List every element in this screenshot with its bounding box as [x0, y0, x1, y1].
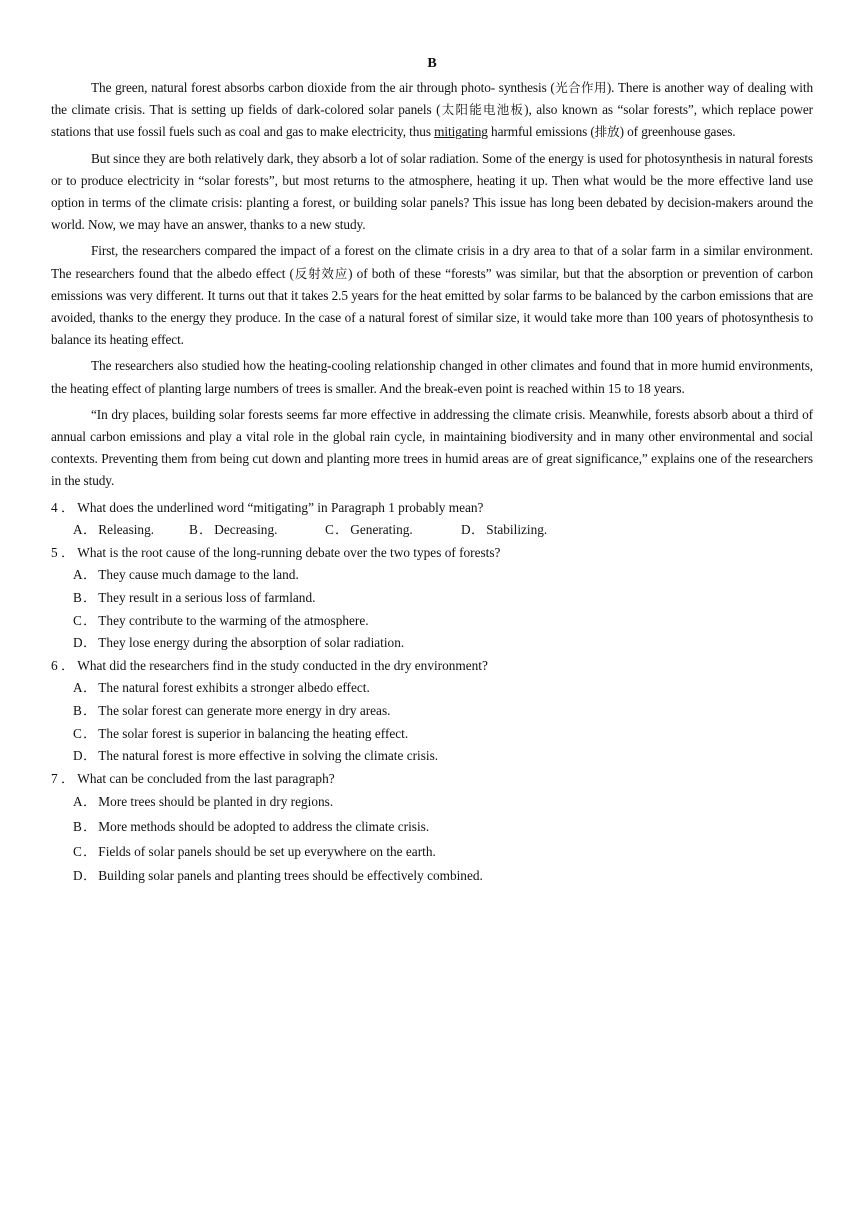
option-a[interactable] — [73, 519, 189, 542]
question-stem — [51, 542, 813, 565]
option-d[interactable] — [73, 748, 438, 763]
option-letter: D — [73, 635, 83, 651]
document-page — [51, 55, 813, 889]
question-number: 7 — [51, 770, 58, 786]
option-b[interactable] — [73, 819, 429, 834]
option-letter: D — [73, 868, 83, 884]
option-text: The solar forest is superior in balancing the heating effect. — [98, 725, 409, 741]
question-stem — [51, 655, 813, 678]
question-separator: ． — [61, 499, 75, 515]
option-text: More methods should be adopted to address the climate crisis. — [98, 818, 430, 834]
question-5 — [51, 542, 813, 655]
option-row — [51, 519, 813, 542]
option-separator: ． — [83, 522, 97, 538]
option-separator: ． — [83, 635, 97, 651]
question-list — [51, 497, 813, 889]
option-separator: ． — [83, 843, 97, 859]
option-text: Stabilizing. — [486, 522, 548, 538]
question-separator: ． — [61, 657, 75, 673]
option-separator: ． — [83, 818, 97, 834]
option-row — [51, 840, 813, 865]
option-letter: B — [73, 818, 82, 834]
option-separator: ． — [471, 522, 485, 538]
option-b[interactable] — [73, 703, 390, 718]
option-separator: ． — [83, 748, 97, 764]
paragraph-text: But since they are both relatively dark, they absorb a lot of solar radiation. Some of the energy is used for photosynthesis in natural forests or to produce electricity in “solar forests”, but most returns to the atmosphere, heating it up. Then what would be the more effective land use option in terms of the climate crisis: planting a forest, or building solar panels? This issue has long been debated by decision-makers around the world. Now, we may have an answer, thanks to a new study. — [51, 150, 813, 233]
option-a[interactable] — [73, 567, 299, 582]
passage-paragraph — [51, 355, 813, 399]
question-text: What can be concluded from the last paragraph? — [77, 770, 335, 786]
paragraph-text: ) of both of these “forests” was similar, but that the absorption or prevention of carbon emissions was very different. It turns out that it takes 2.5 years for the heat emitted by solar farms to be balanced by the carbon emissions that are avoided, thanks to the energy they produce. In the case of a natural forest of similar size, it would take more than 100 years of photosynthesis to balance its heating effect. — [51, 265, 813, 348]
passage-paragraph — [51, 240, 813, 351]
option-a[interactable] — [73, 680, 370, 695]
option-separator: ． — [83, 612, 97, 628]
question-text: What does the underlined word “mitigating” in Paragraph 1 probably mean? — [77, 499, 484, 515]
chinese-gloss: 光合作用 — [554, 80, 607, 95]
option-letter: A — [73, 522, 83, 538]
option-letter: D — [461, 522, 471, 538]
option-a[interactable] — [73, 794, 333, 809]
option-row — [51, 632, 813, 655]
option-letter: B — [73, 590, 82, 606]
option-separator: ． — [83, 680, 97, 696]
option-row — [51, 700, 813, 723]
paragraph-text: The researchers also studied how the heating-cooling relationship changed in other climates and found that in more humid environments, the heating effect of planting large numbers of trees is smaller. And the break-even point is reached within 15 to 18 years. — [51, 358, 813, 396]
option-text: Decreasing. — [214, 522, 278, 538]
chinese-gloss: 太阳能电池板 — [440, 102, 525, 118]
option-row — [51, 564, 813, 587]
option-letter: C — [325, 522, 334, 538]
option-separator: ． — [83, 590, 97, 606]
option-text: The solar forest can generate more energy in dry areas. — [98, 703, 391, 718]
option-text: More trees should be planted in dry regions. — [98, 794, 334, 810]
option-c[interactable] — [73, 844, 436, 859]
question-number: 6 — [51, 657, 58, 673]
option-d[interactable] — [73, 868, 483, 883]
paragraph-text: ) of greenhouse gases. — [619, 124, 736, 140]
question-4 — [51, 497, 813, 542]
option-b[interactable] — [189, 519, 325, 542]
option-letter: C — [73, 843, 82, 859]
option-separator: ． — [335, 522, 349, 538]
paragraph-text: ), also known as “solar forests”, which replace power stations that use fossil fuels such as coal and gas to make electricity, thus — [51, 102, 814, 140]
paragraph-text: ). There is another way of dealing with the climate crisis. That is setting up fields of dark-colored solar panels ( — [51, 80, 814, 118]
paragraph-text: First, the researchers compared the impact of a forest on the climate crisis in a dry area to that of a solar farm in a similar environment. The researchers found that the albedo effect ( — [51, 243, 813, 281]
option-separator: ． — [83, 794, 97, 810]
option-row — [51, 815, 813, 840]
option-d[interactable] — [73, 635, 404, 650]
option-text: They cause much damage to the land. — [98, 567, 299, 583]
option-separator: ． — [199, 522, 213, 538]
chinese-gloss: 反射效应 — [293, 265, 349, 281]
option-row — [51, 610, 813, 633]
option-c[interactable] — [73, 726, 408, 741]
option-separator: ． — [83, 567, 97, 583]
question-stem — [51, 768, 813, 791]
question-7 — [51, 768, 813, 889]
option-row — [51, 864, 813, 889]
option-letter: C — [73, 725, 82, 741]
option-separator: ． — [83, 725, 97, 741]
passage-paragraph — [51, 404, 813, 493]
option-letter: C — [73, 612, 82, 628]
option-row — [51, 587, 813, 610]
option-letter: D — [73, 748, 83, 764]
paragraph-text: “In dry places, building solar forests seems far more effective in addressing the climate crisis. Meanwhile, forests absorb about a third of annual carbon emissions and play a vital role in the global rain cycle, in maintaining biodiversity and in many other environmental and social contexts. Preventing them from being cut down and planting more trees in humid areas are of great significance,” explains one of the researchers in the study. — [51, 406, 813, 489]
option-text: The natural forest is more effective in solving the climate crisis. — [98, 748, 439, 764]
option-text: Releasing. — [98, 522, 155, 538]
option-d[interactable] — [461, 519, 547, 542]
section-title: B — [427, 56, 437, 71]
question-text: What is the root cause of the long-running debate over the two types of forests? — [77, 544, 501, 560]
question-separator: ． — [61, 544, 75, 560]
question-stem — [51, 497, 813, 520]
question-number: 4 — [51, 499, 58, 515]
option-text: They lose energy during the absorption of solar radiation. — [98, 635, 405, 651]
passage-paragraph — [51, 77, 813, 144]
paragraph-text: harmful emissions ( — [487, 124, 595, 140]
option-letter: A — [73, 567, 83, 583]
option-c[interactable] — [325, 519, 461, 542]
option-text: Building solar panels and planting trees should be effectively combined. — [98, 868, 483, 884]
option-text: The natural forest exhibits a stronger albedo effect. — [98, 680, 370, 696]
option-text: Fields of solar panels should be set up everywhere on the earth. — [98, 843, 436, 859]
option-separator: ． — [83, 703, 97, 718]
option-text: Generating. — [350, 522, 413, 538]
option-text: They result in a serious loss of farmland. — [98, 590, 316, 606]
question-separator: ． — [61, 770, 75, 786]
question-number: 5 — [51, 544, 58, 560]
option-row — [51, 723, 813, 746]
question-text: What did the researchers find in the study conducted in the dry environment? — [77, 657, 488, 673]
option-letter: A — [73, 794, 83, 810]
option-row — [51, 677, 813, 700]
question-6 — [51, 655, 813, 768]
passage-paragraph — [51, 148, 813, 237]
reading-passage — [51, 77, 813, 493]
paragraph-text: The green, natural forest absorbs carbon dioxide from the air through photo- synthesis ( — [91, 80, 555, 95]
option-c[interactable] — [73, 613, 369, 628]
option-letter: B — [73, 703, 82, 718]
chinese-gloss: 排放 — [594, 124, 620, 140]
option-letter: A — [73, 680, 83, 696]
option-text: They contribute to the warming of the atmosphere. — [98, 612, 369, 628]
option-separator: ． — [83, 868, 97, 884]
option-row — [51, 745, 813, 768]
option-row — [51, 790, 813, 815]
option-letter: B — [189, 522, 198, 538]
option-b[interactable] — [73, 590, 315, 605]
underlined-word: mitigating — [434, 124, 488, 140]
